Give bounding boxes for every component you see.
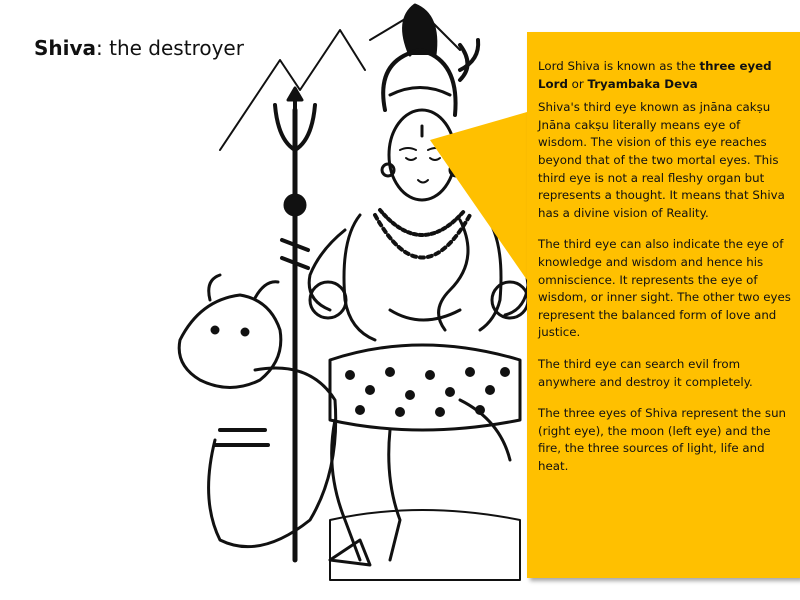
paragraph-three-eyes: The three eyes of Shiva represent the sun (right eye), the moon (left eye) and the fire, the three sources of light, life and heat. xyxy=(538,406,787,473)
paragraph-intro xyxy=(538,58,793,93)
title-bold: Shiva xyxy=(34,36,97,60)
intro-bold-tryambaka: Tryambaka Deva xyxy=(587,76,698,91)
info-panel-text xyxy=(538,58,793,489)
shiva-illustration xyxy=(160,0,540,600)
intro-text-a: Lord Shiva is known as the xyxy=(538,59,700,73)
intro-text-or: or xyxy=(567,76,588,91)
paragraph-evil: The third eye can search evil from anywhere and destroy it completely. xyxy=(538,356,753,389)
intro-bold-three-eyed: three eyed Lord xyxy=(538,59,772,91)
paragraph-third-eye: Shiva's third eye known as jnāna cakṣu Jnāna cakṣu literally means eye of wisdom. The vision of this eye reaches beyond that of the two mortal eyes. This third eye is not a real fleshy organ but represents a thought. It means that Shiva has a divine vision of Reality. xyxy=(538,100,785,220)
paragraph-knowledge: The third eye can also indicate the eye of knowledge and wisdom and hence his omniscience. It represents the eye of wisdom, or inner sight. The other two eyes represent the balanced form of love and justice. xyxy=(538,237,791,340)
title-rest: : the destroyer xyxy=(96,36,244,60)
